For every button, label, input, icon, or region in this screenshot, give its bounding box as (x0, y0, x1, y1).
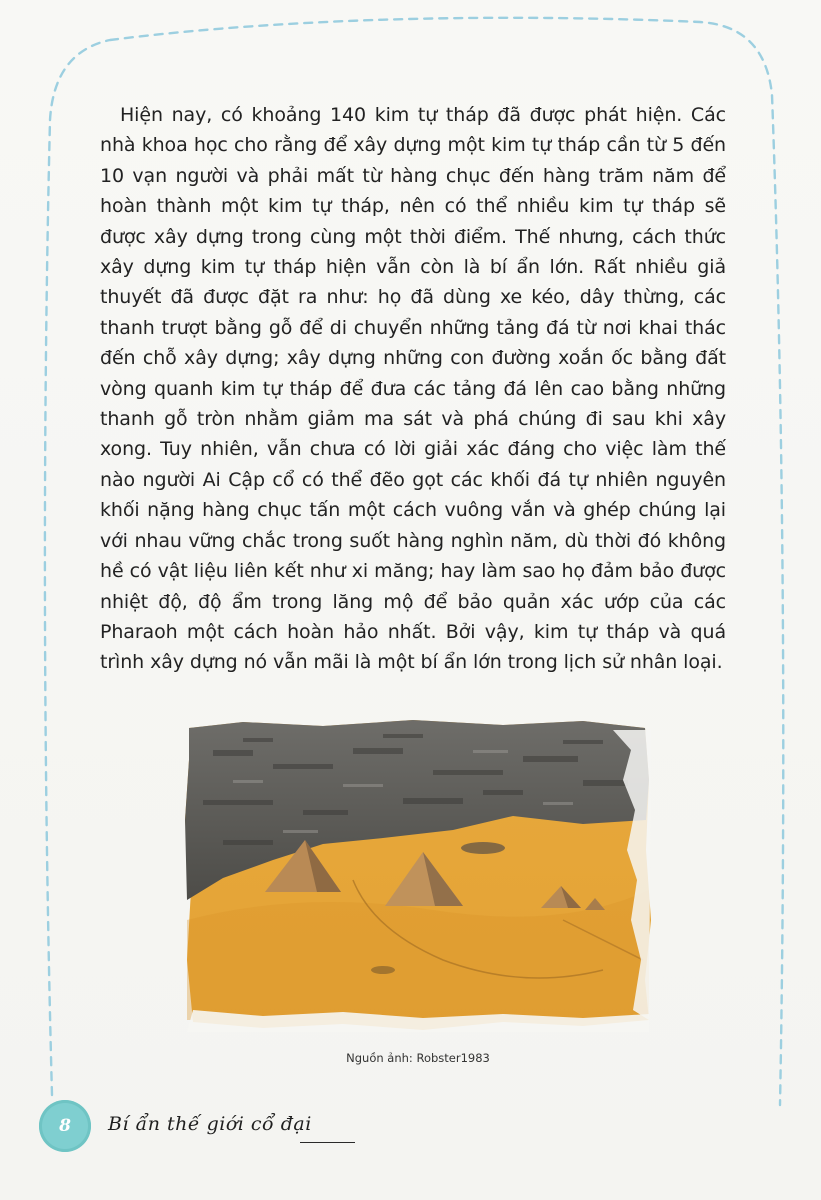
pyramids-photo (183, 720, 653, 1035)
page-number: 8 (59, 1116, 71, 1136)
page-number-badge (39, 1100, 91, 1152)
photo-caption: Nguồn ảnh: Robster1983 (346, 1051, 490, 1065)
book-title: Bí ẩn thế giới cổ đại (108, 1113, 312, 1135)
article-paragraph: Hiện nay, có khoảng 140 kim tự tháp đã được phát hiện. Các nhà khoa học cho rằng để xây dựng một kim tự tháp cần từ 5 đến 10 vạn người và phải mất từ hàng chục đến hàng trăm năm để hoàn thành một kim tự tháp, nên có thể nhiều kim tự tháp sẽ được xây dựng trong cùng một thời điểm. Thế nhưng, cách thức xây dựng kim tự tháp hiện vẫn còn là bí ẩn lớn. Rất nhiều giả thuyết đã được đặt ra như: họ đã dùng xe kéo, dây thừng, các thanh trượt bằng gỗ để di chuyển những tảng đá từ nơi khai thác đến chỗ xây dựng; xây dựng những con đường xoắn ốc bằng đất vòng quanh kim tự tháp để đưa các tảng đá lên cao bằng những thanh gỗ tròn nhằm giảm ma sát và phá chúng đi sau khi xây xong. Tuy nhiên, vẫn chưa có lời giải xác đáng cho việc làm thế nào người Ai Cập cổ có thể đẽo gọt các khối đá tự nhiên nguyên khối nặng hàng chục tấn một cách vuông vắn và ghép chúng lại với nhau vững chắc trong suốt hàng nghìn năm, dù thời đó không hề có vật liệu liên kết như xi măng; hay làm sao họ đảm bảo được nhiệt độ, độ ẩm trong lăng mộ để bảo quản xác ướp của các Pharaoh một cách hoàn hảo nhất. Bởi vậy, kim tự tháp và quá trình xây dựng nó vẫn mãi là một bí ẩn lớn trong lịch sử nhân loại. (100, 104, 726, 674)
footer-underline (300, 1142, 355, 1143)
